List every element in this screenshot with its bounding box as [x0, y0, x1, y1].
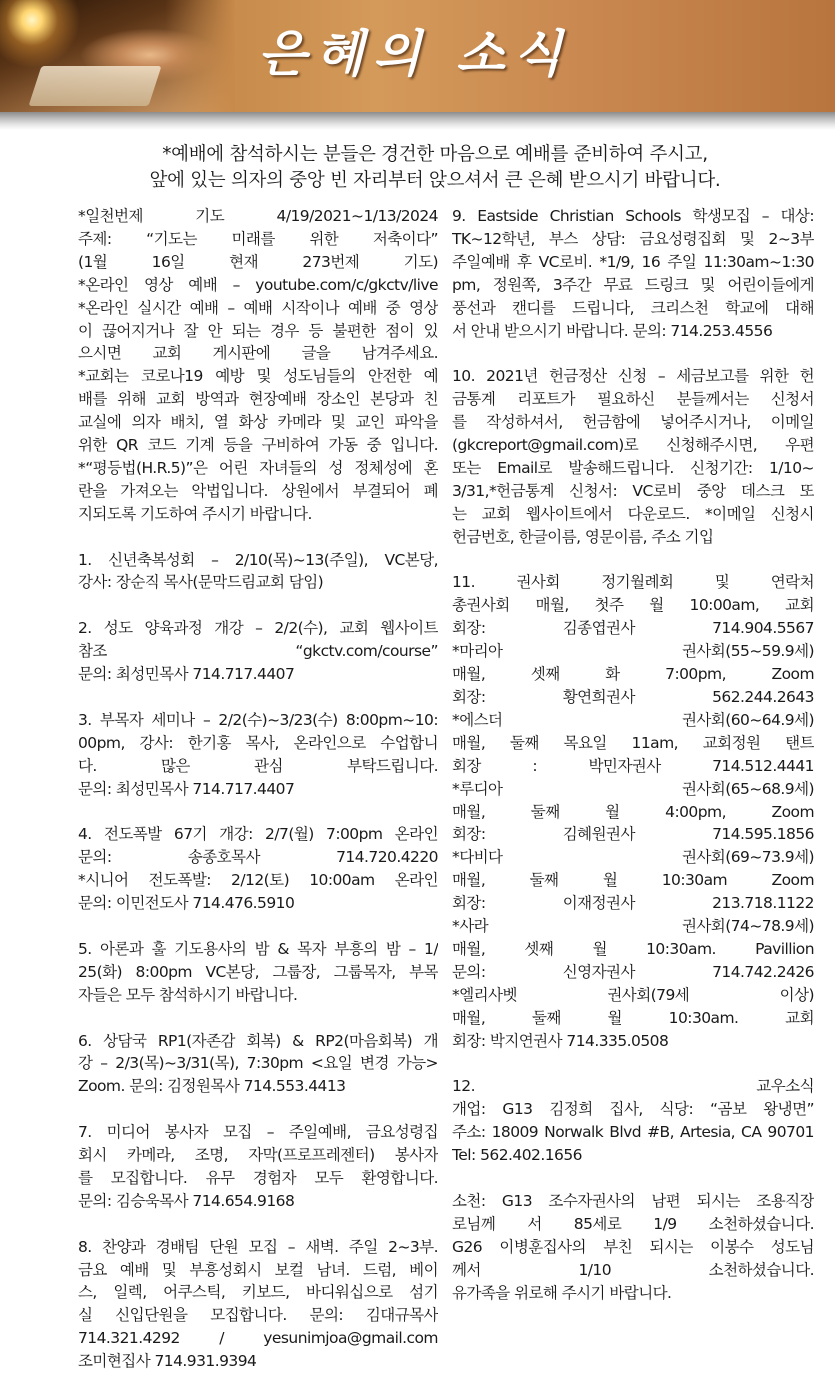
intro-line: 앞에 있는 의자의 중앙 빈 자리부터 앉으셔서 큰 은혜 받으시기 바랍니다. — [149, 170, 721, 191]
notice-paragraph — [452, 365, 814, 548]
text-line: 지되도록 기도하여 주시기 바랍니다. — [78, 504, 312, 523]
text-line: 매월, 둘째 월 10:30am. 교회 — [452, 1008, 814, 1027]
text-line: 문의: 최성민목사 714.717.4407 — [78, 665, 295, 684]
notice-paragraph — [78, 823, 438, 915]
page-title: 은혜의 소식 — [258, 24, 571, 83]
text-line: *루디아 권사회(65~68.9세) — [452, 779, 814, 798]
notice-paragraph — [78, 1236, 438, 1373]
text-line: 실 신입단원을 모집합니다. 문의: 김대규목사 — [78, 1306, 438, 1325]
text-line: 회시 카메라, 조명, 자막(프로프레젠터) 봉사자 — [78, 1146, 438, 1165]
text-line: 를 모집합니다. 유무 경험자 모두 환영합니다. — [78, 1168, 438, 1187]
notice-paragraph — [452, 1190, 814, 1305]
text-line: 조미현집사 714.931.9394 — [78, 1352, 257, 1371]
header-divider — [0, 112, 835, 130]
text-line: (gkcreport@gmail.com)로 신청해주시면, 우편 — [452, 436, 814, 455]
text-line: 유가족을 위로해 주시기 바랍니다. — [452, 1283, 672, 1302]
text-line: 매월, 둘째 목요일 11am, 교회정원 탠트 — [452, 733, 814, 752]
open-bible-image — [29, 66, 162, 106]
text-line: 헌금번호, 한글이름, 영문이름, 주소 기입 — [452, 527, 714, 546]
text-line: 주제: “기도는 미래를 위한 저축이다” — [78, 229, 438, 248]
text-line: 714.321.4292 / yesunimjoa@gmail.com — [78, 1329, 438, 1348]
text-line: 5. 아론과 훌 기도용사의 밤 & 목자 부흥의 밤 – 1/ — [78, 939, 438, 958]
text-line: 참조 “gkctv.com/course” — [78, 642, 438, 661]
text-line: 금요 예배 및 부흥성회시 보컬 남녀. 드럼, 베이 — [78, 1260, 438, 1279]
text-line: *사라 권사회(74~78.9세) — [452, 917, 814, 936]
text-line: 6. 상담국 RP1(자존감 회복) & RP2(마음회복) 개 — [78, 1031, 438, 1050]
text-line: pm, 정원쪽, 3주간 무료 드링크 및 어린이들에게 — [452, 275, 814, 294]
text-line: 서 안내 받으시기 바랍니다. 문의: 714.253.4556 — [452, 321, 773, 340]
text-line: 7. 미디어 봉사자 모집 – 주일예배, 금요성령집 — [78, 1123, 438, 1142]
notice-paragraph — [78, 1030, 438, 1099]
text-line: *온라인 실시간 예배 – 예배 시작이나 예배 중 영상 — [78, 298, 438, 317]
text-line: *일천번제 기도 4/19/2021~1/13/2024 — [78, 207, 438, 225]
text-line: 문의: 송종호목사 714.720.4220 — [78, 848, 438, 867]
text-line: 자들은 모두 참석하시기 바랍니다. — [78, 985, 298, 1004]
text-line: *에스더 권사회(60~64.9세) — [452, 710, 814, 729]
notice-paragraph — [78, 549, 438, 595]
text-line: 회장: 김종엽권사 714.904.5567 — [452, 619, 814, 638]
text-line: 배를 위해 교회 방역과 현장예배 장소인 본당과 친 — [78, 390, 438, 409]
text-line: 10. 2021년 헌금정산 신청 – 세금보고를 위한 헌 — [452, 367, 814, 386]
notice-paragraph — [452, 1075, 814, 1167]
notice-paragraph — [78, 205, 438, 526]
text-line: 소천: G13 조수자권사의 남편 되시는 조용직장 — [452, 1191, 814, 1210]
text-line: 개업: G13 김정희 집사, 식당: “곰보 왕냉면” — [452, 1100, 814, 1119]
text-line: 회장: 황연희권사 562.244.2643 — [452, 688, 814, 706]
intro-line: *예배에 참석하시는 분들은 경건한 마음으로 예배를 준비하여 주시고, — [162, 144, 708, 165]
text-line: 으시면 교회 게시판에 글을 남겨주세요. — [78, 344, 438, 363]
candle-bible-photo — [0, 0, 235, 112]
text-line: 회장: 김혜원권사 714.595.1856 — [452, 825, 814, 844]
right-column — [452, 205, 814, 1304]
text-line: 11. 권사회 정기월례회 및 연락처 — [452, 573, 814, 592]
text-line: 회장: 박지연권사 714.335.0508 — [452, 1031, 669, 1050]
text-line: *교회는 코로나19 예방 및 성도님들의 안전한 예 — [78, 367, 438, 386]
text-line: 스, 일렉, 어쿠스틱, 키보드, 바디워십으로 섬기 — [78, 1283, 438, 1302]
text-line: 란을 가져오는 악법입니다. 상원에서 부결되어 폐 — [78, 481, 438, 500]
text-line: 또는 Email로 발송해드립니다. 신청기간: 1/10~ — [452, 458, 814, 477]
text-line: 매월, 둘째 월 10:30am Zoom — [452, 871, 814, 890]
header-banner — [0, 0, 835, 112]
notice-paragraph — [452, 205, 814, 342]
text-line: 문의: 최성민목사 714.717.4407 — [78, 779, 295, 798]
text-line: 매월, 둘째 월 4:00pm, Zoom — [452, 802, 814, 821]
left-column — [78, 205, 438, 1373]
notice-paragraph — [78, 709, 438, 801]
text-line: 00pm, 강사: 한기홍 목사, 온라인으로 수업합니 — [78, 733, 438, 752]
text-line: 매월, 셋째 화 7:00pm, Zoom — [452, 665, 814, 684]
text-line: 로님께 서 85세로 1/9 소천하셨습니다. — [452, 1214, 814, 1233]
text-line: 교실에 의자 배치, 열 화상 카메라 및 교인 파악을 — [78, 413, 438, 432]
text-line: Zoom. 문의: 김정원목사 714.553.4413 — [78, 1077, 346, 1096]
text-line: 강사: 장순직 목사(문막드림교회 담임) — [78, 573, 324, 592]
text-line: 강 – 2/3(목)~3/31(목), 7:30pm <요일 변경 가능> — [78, 1054, 438, 1073]
text-line: 매월, 셋째 월 10:30am. Pavillion — [452, 939, 814, 958]
text-line: TK~12학년, 부스 상담: 금요성령집회 및 2~3부 — [452, 229, 814, 248]
text-line: 2. 성도 양육과정 개강 – 2/2(수), 교회 웹사이트 — [78, 619, 438, 638]
text-line: 주일예배 후 VC로비. *1/9, 16 주일 11:30am~1:30 — [452, 252, 814, 271]
text-line: *온라인 영상 예배 – youtube.com/c/gkctv/live — [78, 275, 438, 294]
text-line: 다. 많은 관심 부탁드립니다. — [78, 756, 438, 775]
text-line: *엘리사벳 권사회(79세 이상) — [452, 985, 814, 1004]
text-line: G26 이병훈집사의 부친 되시는 이봉수 성도님 — [452, 1237, 814, 1256]
text-line: (1월 16일 현재 273번제 기도) — [78, 252, 438, 271]
text-line: 4. 전도폭발 67기 개강: 2/7(월) 7:00pm 온라인 — [78, 825, 438, 844]
notice-paragraph — [78, 617, 438, 686]
text-line: Tel: 562.402.1656 — [452, 1146, 582, 1165]
text-line: 8. 찬양과 경배팀 단원 모집 – 새벽. 주일 2~3부. — [78, 1237, 438, 1256]
text-line: *시니어 전도폭발: 2/12(토) 10:00am 온라인 — [78, 871, 438, 890]
text-line: *다비다 권사회(69~73.9세) — [452, 848, 814, 867]
text-line: 이 끊어지거나 잘 안 되는 경우 등 불편한 점이 있 — [78, 321, 438, 340]
text-line: 께서 1/10 소천하셨습니다. — [452, 1260, 814, 1279]
text-line: 총권사회 매월, 첫주 월 10:00am, 교회 — [452, 596, 814, 615]
notice-paragraph — [78, 938, 438, 1007]
text-line: 금통계 리포트가 필요하신 분들께서는 신청서 — [452, 390, 814, 409]
text-line: 주소: 18009 Norwalk Blvd #B, Artesia, CA 90701 — [452, 1123, 814, 1142]
text-line: 문의: 신영자권사 714.742.2426 — [452, 962, 814, 981]
text-line: 문의: 이민전도사 714.476.5910 — [78, 894, 295, 913]
text-line: 3. 부목자 세미나 – 2/2(수)~3/23(수) 8:00pm~10: — [78, 710, 438, 729]
text-line: 1. 신년축복성회 – 2/10(목)~13(주일), VC본당, — [78, 550, 438, 569]
text-line: 회장 : 박민자권사 714.512.4441 — [452, 756, 814, 775]
notice-paragraph — [78, 1121, 438, 1213]
text-line: 25(화) 8:00pm VC본당, 그룹장, 그룹목자, 부목 — [78, 962, 438, 981]
text-line: 는 교회 웹사이트에서 다운로드. *이메일 신청시 — [452, 504, 814, 523]
text-line: *마리아 권사회(55~59.9세) — [452, 642, 814, 661]
text-line: 문의: 김승욱목사 714.654.9168 — [78, 1191, 295, 1210]
text-line: 를 작성하셔서, 헌금함에 넣어주시거나, 이메일 — [452, 413, 814, 432]
text-line: 위한 QR 코드 기계 등을 구비하여 가동 중 입니다. — [78, 436, 438, 455]
text-line: 회장: 이재정권사 213.718.1122 — [452, 894, 814, 913]
notice-paragraph — [452, 571, 814, 1052]
text-line: 3/31,*헌금통계 신청서: VC로비 중앙 데스크 또 — [452, 481, 814, 500]
text-line: *“평등법(H.R.5)”은 어린 자녀들의 성 정체성에 혼 — [78, 458, 438, 477]
text-line: 12. 교우소식 — [452, 1077, 814, 1096]
text-line: 9. Eastside Christian Schools 학생모집 – 대상: — [452, 207, 814, 225]
intro-notice — [70, 142, 800, 194]
text-line: 풍선과 캔디를 드립니다, 크리스천 학교에 대해 — [452, 298, 814, 317]
